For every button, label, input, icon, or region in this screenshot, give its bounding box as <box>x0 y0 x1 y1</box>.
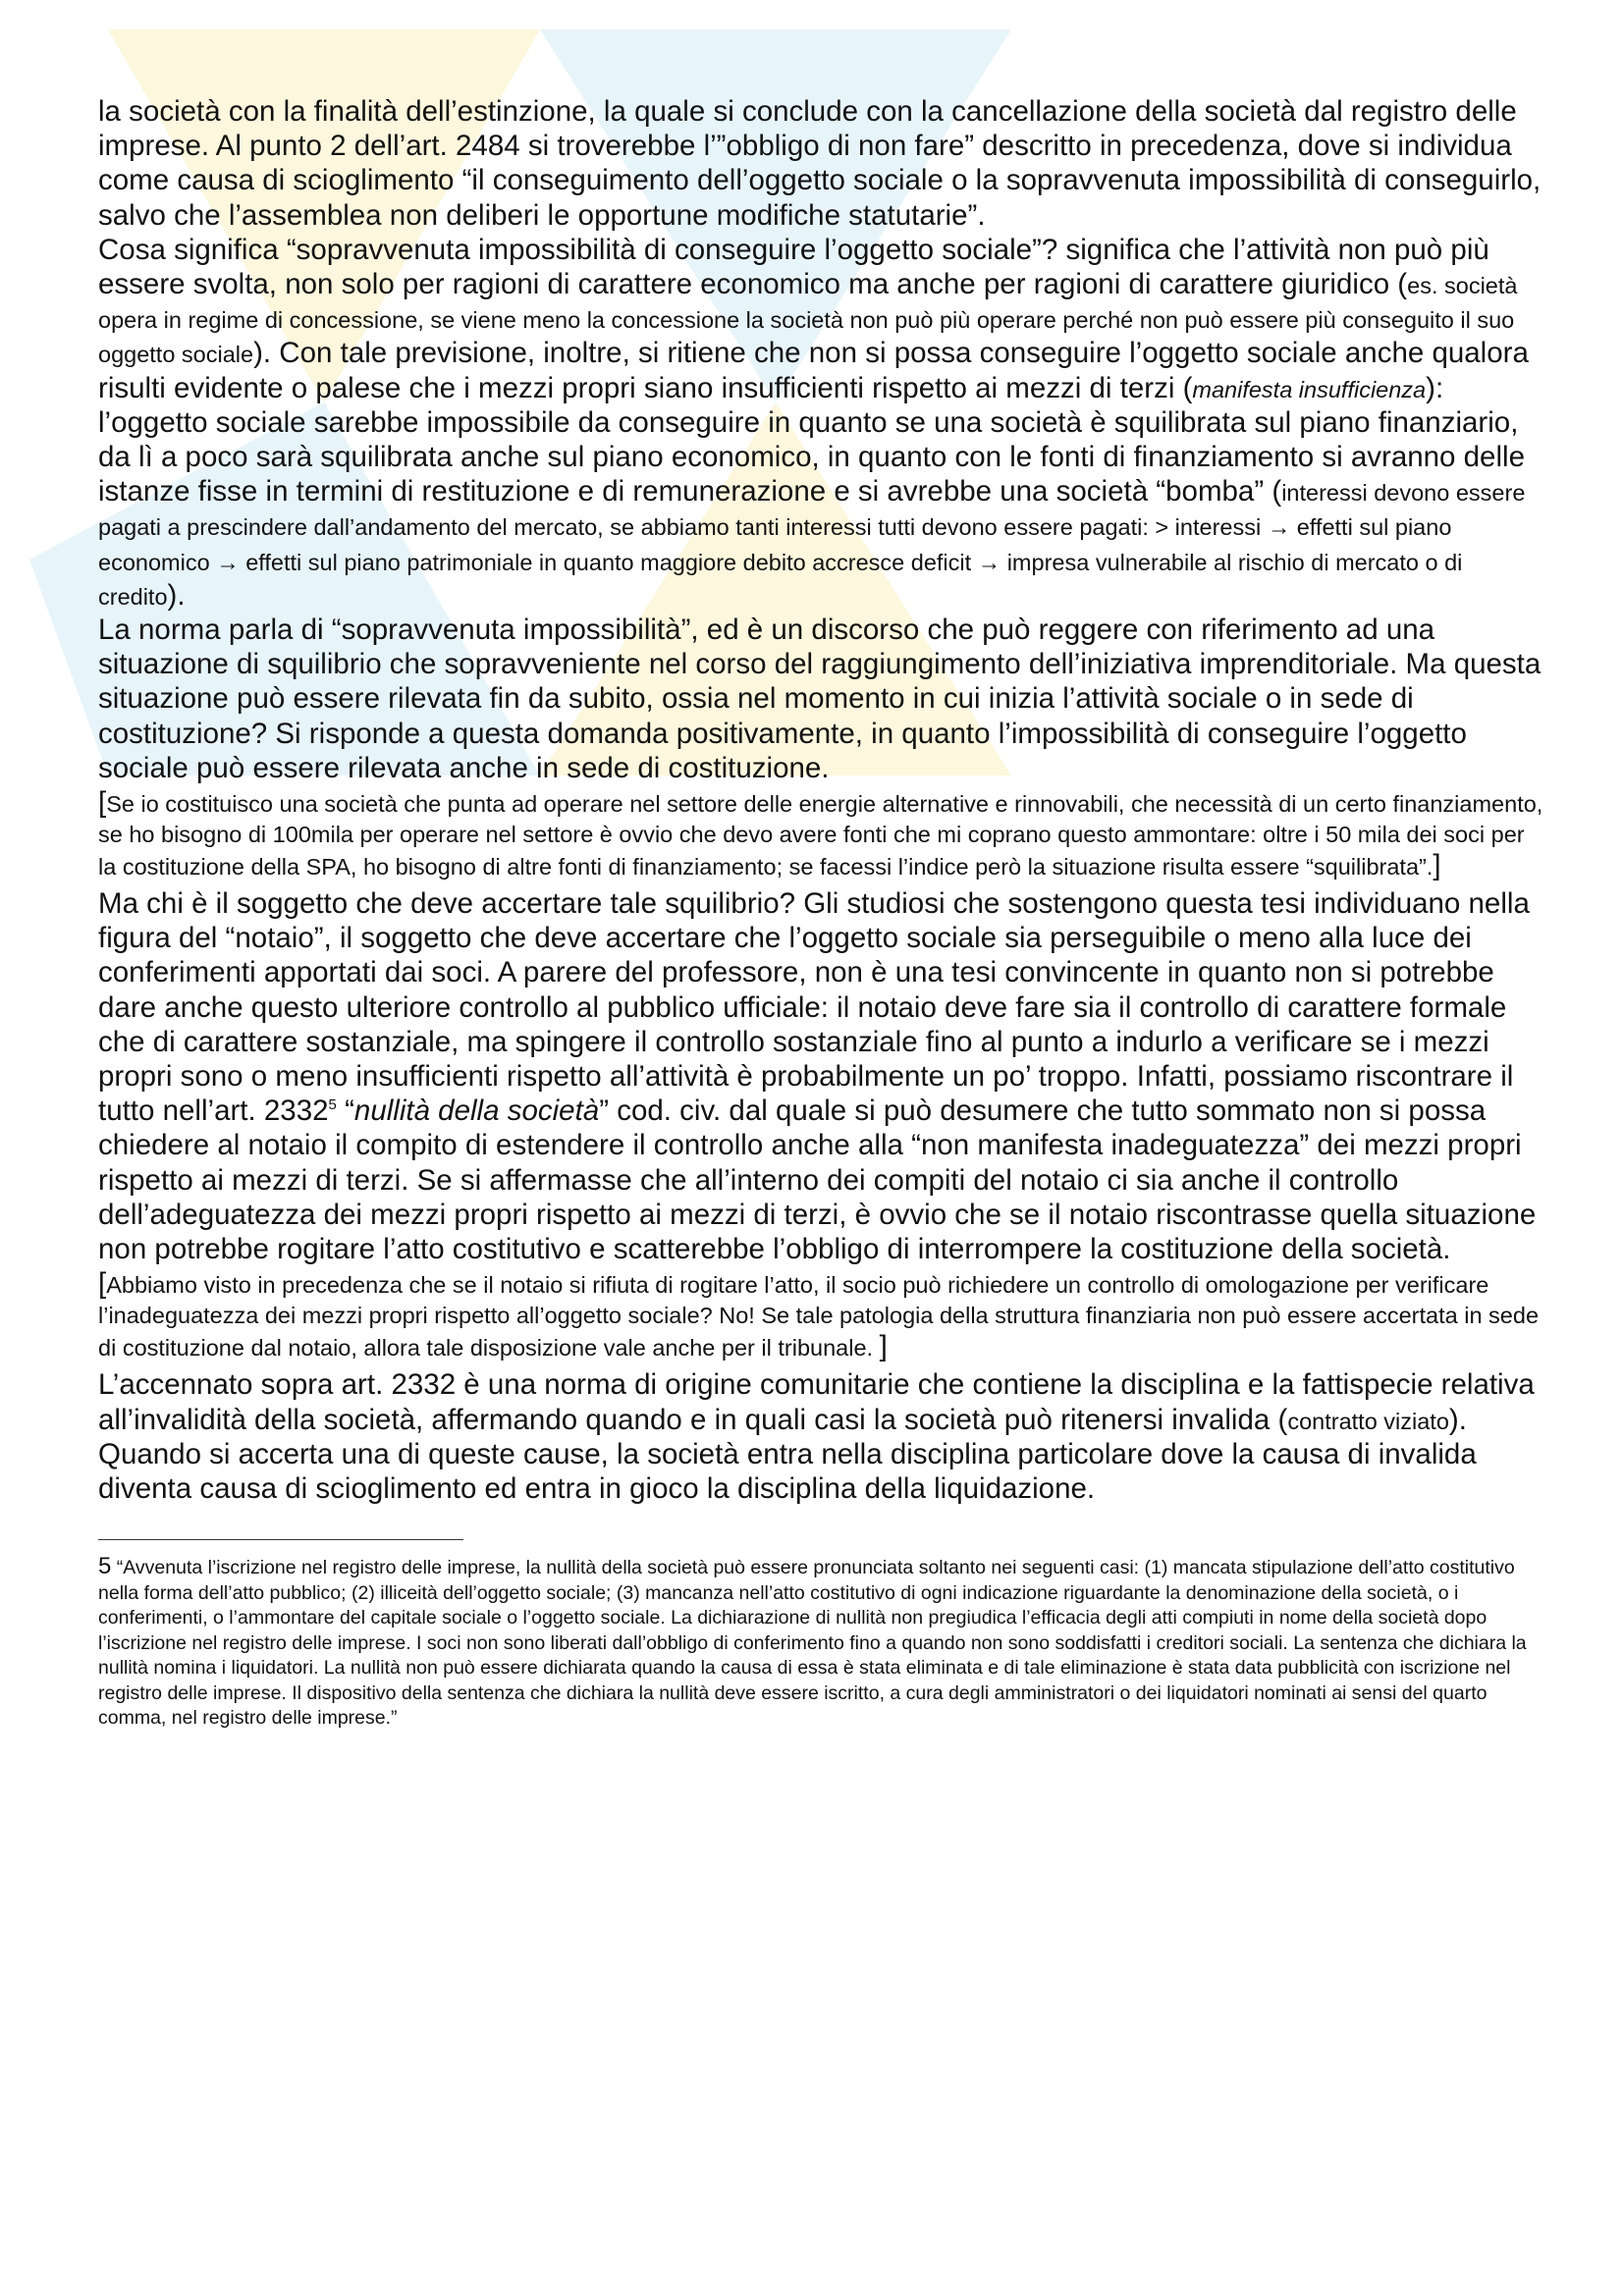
paragraph-2-term: manifesta insufficienza <box>1192 376 1427 402</box>
paragraph-5-text-c: ). Quando si accerta una di queste cause, la società entra nella disciplina particolare dove la causa di invalida diventa causa di scioglimento ed entra in gioco la disciplina della liquidazione. <box>98 1403 1477 1505</box>
paragraph-2-note: interessi devono essere pagati a prescindere dall’andamento del mercato, se abbiamo tanti interessi tutti devono essere pagati: > interessi → effetti sul piano economico → effetti sul piano patrimoniale in quanto maggiore debito accresce deficit → impresa vulnerabile al rischio di mercato o di credito <box>98 480 1526 610</box>
paragraph-5-note: contratto viziato <box>1287 1408 1449 1434</box>
paragraph-4-text-b: “ <box>336 1095 354 1128</box>
footnote-text: “Avvenuta l’iscrizione nel registro delle imprese, la nullità della società può essere pronunciata soltanto nei seguenti casi: (1) mancata stipulazione dell’atto costitutivo nella forma dell’atto pubblico; (2) illiceità dell’oggetto sociale; (3) mancanza nell’atto costitutivo di ogni indicazione riguardante la denominazione della società, o i conferimenti, o l’ammontare del capitale sociale o l’oggetto sociale. La dichiarazione di nullità non pregiudica l’efficacia degli atti compiuti in nome della società dopo l’iscrizione nel registro delle imprese. I soci non sono liberati dall’obbligo di conferimento fino a quando non sono soddisfatti i creditori sociali. La sentenza che dichiara la nullità nomina i liquidatori. La nullità non può essere dichiarata quando la causa di essa è stata eliminata e di tale eliminazione è stata data pubblicità con iscrizione nel registro delle imprese. Il dispositivo della sentenza che dichiara la nullità deve essere iscritto, a cura degli amministratori o dei liquidatori nominati ai sensi del quarto comma, nel registro delle imprese.” <box>98 1557 1527 1730</box>
footnote <box>98 1554 1547 1732</box>
footnote-number: 5 <box>98 1553 112 1580</box>
paragraph-2-text-a: Cosa significa “sopravvenuta impossibilità di conseguire l’oggetto sociale”? significa che l’attività non può più essere svolta, non solo per ragioni di carattere economico ma anche per ragioni di carattere giuridico ( <box>98 233 1489 301</box>
paragraph-5-text-a: L’accennato sopra art. 2332 è una norma di origine comunitarie che contiene la disciplina e la fattispecie relativa all’invalidità della società, affermando quando e in quali casi la società può ritenersi invalida ( <box>98 1368 1535 1436</box>
footnote-separator <box>98 1539 463 1540</box>
document-page <box>98 94 1547 1732</box>
paragraph-4 <box>98 886 1547 1266</box>
paragraph-5 <box>98 1367 1547 1506</box>
aside-2-open-bracket: [ <box>98 1267 107 1301</box>
aside-2-close-bracket: ] <box>879 1330 888 1363</box>
paragraph-2-text-e: ): l’oggetto sociale sarebbe impossibile da conseguire in quanto se una società è squilibrata sul piano finanziario, da lì a poco sarà squilibrata anche sul piano economico, in quanto con le fonti di finanziamento si avranno delle istanze fisse in termini di restituzione e di remunerazione e si avrebbe una società “bomba” ( <box>98 371 1525 508</box>
paragraph-4-text-a: Ma chi è il soggetto che deve accertare tale squilibrio? Gli studiosi che sostengono questa tesi individuano nella figura del “notaio”, il soggetto che deve accertare che l’oggetto sociale sia perseguibile o meno alla luce dei conferimenti apportati dai soci. A parere del professore, non è una tesi convincente in quanto non si potrebbe dare anche questo ulteriore controllo al pubblico ufficiale: il notaio deve fare sia il controllo di carattere formale che di carattere sostanziale, ma spingere il controllo sostanziale fino al punto a indurlo a verificare se i mezzi propri sono o meno insufficienti rispetto all’attività è probabilmente un po’ troppo. Infatti, possiamo riscontrare il tutto nell’art. 2332 <box>98 887 1530 1128</box>
paragraph-3: La norma parla di “sopravvenuta impossibilità”, ed è un discorso che può reggere con riferimento ad una situazione di squilibrio che sopravveniente nel corso del raggiungimento dell’iniziativa imprenditoriale. Ma questa situazione può essere rilevata fin da subito, ossia nel momento in cui inizia l’attività sociale o in sede di costituzione? Si risponde a questa domanda positivamente, in quanto l’impossibilità di conseguire l’oggetto sociale può essere rilevata anche in sede di costituzione. <box>98 614 1542 784</box>
paragraph-2-example: es. società opera in regime di concessione, se viene meno la concessione la società non può più operare perché non può essere più conseguito il suo oggetto sociale <box>98 273 1518 368</box>
aside-note-2 <box>98 1268 1547 1363</box>
aside-1-text: Se io costituisco una società che punta ad operare nel settore delle energie alternative e rinnovabili, che necessità di un certo finanziamento, se ho bisogno di 100mila per operare nel settore è ovvio che devo avere fonti che mi coprano questo ammontare: oltre i 50 mila dei soci per la costituzione della SPA, ho bisogno di altre fonti di finanziamento; se facessi l’indice però la situazione risulta essere “squilibrata”. <box>98 791 1543 881</box>
footnote-ref: 5 <box>328 1096 337 1114</box>
aside-1-close-bracket: ] <box>1433 849 1441 882</box>
paragraph-4-text-d: ” cod. civ. dal quale si può desumere che tutto sommato non si possa chiedere al notaio il compito di estendere il controllo anche alla “non manifesta inadeguatezza” dei mezzi propri rispetto ai mezzi di terzi. Se si affermasse che all’interno dei compiti del notaio ci sia anche il controllo dell’adeguatezza dei mezzi propri rispetto ai mezzi di terzi, è ovvio che se il notaio riscontrasse quella situazione non potrebbe rogitare l’atto costitutivo e scatterebbe l’obbligo di interrompere la costituzione della società. <box>98 1095 1537 1266</box>
paragraph-2-text-c: ). Con tale previsione, inoltre, si ritiene che non si possa conseguire l’oggetto sociale anche qualora risulti evidente o palese che i mezzi propri siano insufficienti rispetto ai mezzi di terzi ( <box>98 337 1529 404</box>
aside-1-open-bracket: [ <box>98 786 107 820</box>
aside-note-1 <box>98 787 1547 882</box>
aside-2-text: Abbiamo visto in precedenza che se il notaio si rifiuta di rogitare l’atto, il socio può richiedere un controllo di omologazione per verificare l’inadeguatezza dei mezzi propri rispetto all’oggetto sociale? No! Se tale patologia della struttura finanziaria non può essere accertata in sede di costituzione dal notaio, allora tale disposizione vale anche per il tribunale. <box>98 1272 1540 1362</box>
paragraph-2-text-g: ). <box>167 578 186 612</box>
paragraph-2 <box>98 233 1547 613</box>
paragraph-4-title: nullità della società <box>353 1095 600 1128</box>
paragraph-1: la società con la finalità dell’estinzione, la quale si conclude con la cancellazione della società dal registro delle imprese. Al punto 2 dell’art. 2484 si troverebbe l’”obbligo di non fare” descritto in precedenza, dove si individua come causa di scioglimento “il conseguimento dell’oggetto sociale o la sopravvenuta impossibilità di conseguirlo, salvo che l’assemblea non deliberi le opportune modifiche statutarie”. <box>98 95 1542 232</box>
